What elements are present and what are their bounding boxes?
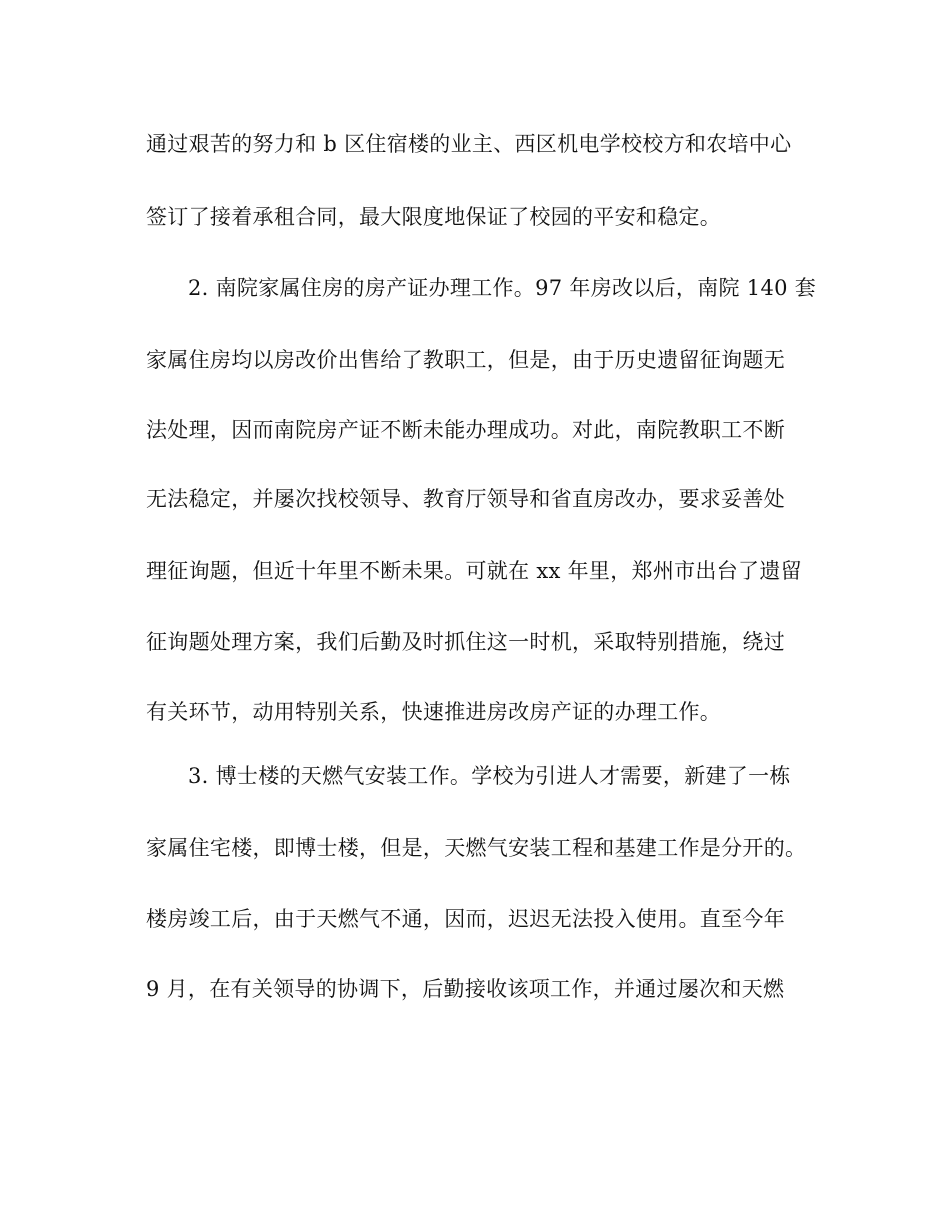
text-line-7: 理征询题，但近十年里不断未果。可就在 xx 年里，郑州市出台了遗留	[146, 559, 802, 583]
text-line-9: 有关环节，动用特别关系，快速推进房改房产证的办理工作。	[146, 700, 722, 724]
text-line-12: 楼房竣工后，由于天燃气不通，因而，迟迟无法投入使用。直至今年	[146, 907, 785, 931]
text-line-11: 家属住宅楼，即博士楼，但是，天燃气安装工程和基建工作是分开的。	[146, 836, 807, 860]
text-line-3: 2. 南院家属住房的房产证办理工作。97 年房改以后，南院 140 套	[188, 276, 817, 300]
text-line-13: 9 月，在有关领导的协调下，后勤接收该项工作，并通过屡次和天燃	[146, 977, 785, 1001]
text-line-4: 家属住房均以房改价出售给了教职工，但是，由于历史遗留征询题无	[146, 348, 785, 372]
text-line-8: 征询题处理方案，我们后勤及时抓住这一时机，采取特别措施，绕过	[146, 630, 785, 654]
text-line-1: 通过艰苦的努力和 b 区住宿楼的业主、西区机电学校校方和农培中心	[146, 132, 792, 156]
text-line-6: 无法稳定，并屡次找校领导、教育厅领导和省直房改办，要求妥善处	[146, 487, 785, 511]
text-line-2: 签订了接着承租合同，最大限度地保证了校园的平安和稳定。	[146, 205, 722, 229]
text-line-10: 3. 博士楼的天燃气安装工作。学校为引进人才需要，新建了一栋	[188, 764, 791, 788]
text-line-5: 法处理，因而南院房产证不断未能办理成功。对此，南院教职工不断	[146, 418, 785, 442]
